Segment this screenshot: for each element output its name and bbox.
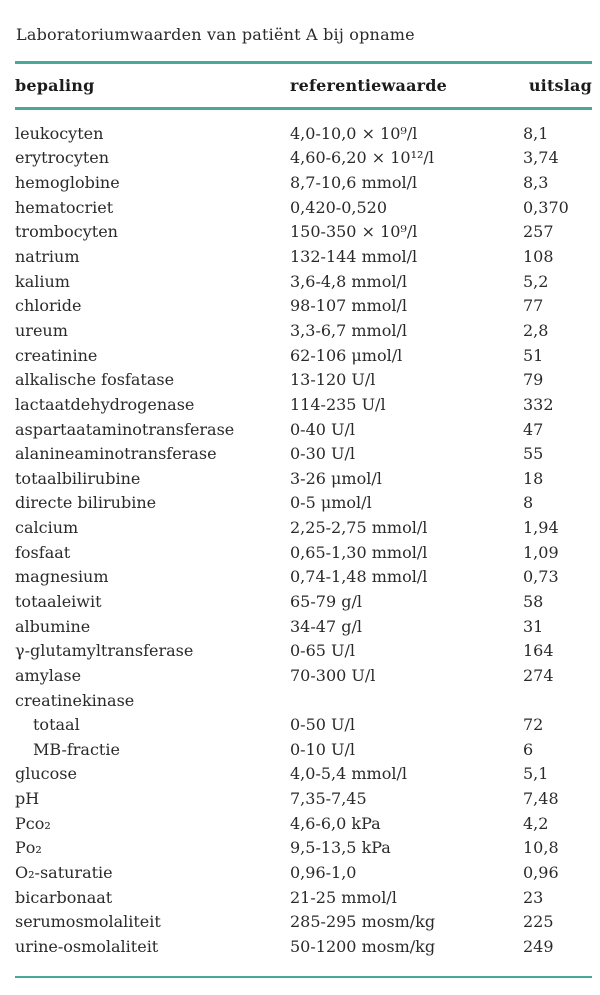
table-row <box>15 811 592 836</box>
reference-range: 70-300 U/l <box>290 665 376 685</box>
reference-range: 8,7-10,6 mmol/l <box>290 173 418 193</box>
test-name: urine-osmolaliteit <box>15 936 159 956</box>
table-row <box>15 392 592 417</box>
test-name: magnesium <box>15 567 109 587</box>
table-row <box>15 491 592 516</box>
test-name: chloride <box>15 296 82 316</box>
reference-range: 0-65 U/l <box>290 641 356 661</box>
reference-range: 0-40 U/l <box>290 419 356 439</box>
test-name: lactaatdehydrogenase <box>15 394 195 414</box>
reference-range: 21-25 mmol/l <box>290 887 397 907</box>
result-value: 55 <box>523 444 544 464</box>
result-value: 7,48 <box>523 789 559 809</box>
table-row <box>15 663 592 688</box>
result-value: 3,74 <box>523 148 559 168</box>
reference-range: 4,60-6,20 × 10¹²/l <box>290 148 434 168</box>
result-value: 18 <box>523 468 544 488</box>
result-value: 249 <box>523 936 554 956</box>
test-name: glucose <box>15 764 77 784</box>
result-value: 8 <box>523 493 534 513</box>
reference-range: 285-295 mosm/kg <box>290 912 436 932</box>
table-row <box>15 343 592 368</box>
test-name: amylase <box>15 665 82 685</box>
reference-range: 62-106 μmol/l <box>290 345 403 365</box>
test-name: totaalbilirubine <box>15 468 141 488</box>
test-name: totaaleiwit <box>15 591 102 611</box>
table-row <box>15 515 592 540</box>
result-value: 0,96 <box>523 863 559 883</box>
test-name: serumosmolaliteit <box>15 912 161 932</box>
table-row <box>15 565 592 590</box>
result-value: 257 <box>523 222 554 242</box>
table-row <box>15 836 592 861</box>
test-name: albumine <box>15 616 91 636</box>
test-name: bicarbonaat <box>15 887 113 907</box>
table-row <box>15 885 592 910</box>
test-name: erytrocyten <box>15 148 110 168</box>
column-header-uitslag: uitslag <box>528 75 592 95</box>
result-value: 2,8 <box>523 320 549 340</box>
reference-range: 132-144 mmol/l <box>290 247 418 267</box>
table-rule-bottom <box>15 976 592 979</box>
result-value: 47 <box>523 419 544 439</box>
result-value: 1,09 <box>523 542 559 562</box>
reference-range: 0-10 U/l <box>290 739 356 759</box>
reference-range: 3,3-6,7 mmol/l <box>290 320 407 340</box>
table-caption: Laboratoriumwaarden van patiënt A bij opname <box>16 25 415 44</box>
reference-range: 3-26 μmol/l <box>290 468 382 488</box>
table-row <box>15 293 592 318</box>
table-header-row <box>15 64 592 108</box>
reference-range: 3,6-4,8 mmol/l <box>290 271 407 291</box>
result-value: 0,370 <box>523 197 569 217</box>
lab-values-table <box>15 61 592 978</box>
test-name: γ-glutamyltransferase <box>15 641 194 661</box>
result-value: 10,8 <box>523 838 559 858</box>
result-value: 72 <box>523 715 544 735</box>
reference-range: 9,5-13,5 kPa <box>290 838 391 858</box>
result-value: 77 <box>523 296 544 316</box>
test-name: ureum <box>15 320 68 340</box>
result-value: 5,2 <box>523 271 549 291</box>
reference-range: 4,6-6,0 kPa <box>290 813 381 833</box>
reference-range: 50-1200 mosm/kg <box>290 936 436 956</box>
table-row <box>15 910 592 935</box>
test-name: Pᴏ₂ <box>15 838 42 858</box>
result-value: 5,1 <box>523 764 549 784</box>
result-value: 225 <box>523 912 554 932</box>
table-row <box>15 466 592 491</box>
reference-range: 7,35-7,45 <box>290 789 367 809</box>
test-name: hemoglobine <box>15 173 120 193</box>
result-value: 332 <box>523 394 554 414</box>
table-row <box>15 269 592 294</box>
result-value: 6 <box>523 739 534 759</box>
test-name: kalium <box>15 271 70 291</box>
reference-range: 98-107 mmol/l <box>290 296 407 316</box>
reference-range: 4,0-10,0 × 10⁹/l <box>290 123 418 143</box>
test-name: directe bilirubine <box>15 493 157 513</box>
table-body <box>15 110 592 976</box>
table-row <box>15 762 592 787</box>
reference-range: 65-79 g/l <box>290 591 362 611</box>
table-row <box>15 860 592 885</box>
table-row <box>15 786 592 811</box>
test-name: fosfaat <box>15 542 71 562</box>
test-name: natrium <box>15 247 80 267</box>
table-row <box>15 589 592 614</box>
table-row <box>15 220 592 245</box>
test-name: creatinekinase <box>15 690 135 710</box>
result-value: 164 <box>523 641 554 661</box>
result-value: 51 <box>523 345 544 365</box>
reference-range: 0,420-0,520 <box>290 197 388 217</box>
reference-range: 0,74-1,48 mmol/l <box>290 567 428 587</box>
test-name: hematocriet <box>15 197 114 217</box>
table-row <box>15 318 592 343</box>
table-row <box>15 367 592 392</box>
result-value: 8,1 <box>523 123 549 143</box>
result-value: 31 <box>523 616 544 636</box>
test-name: Pᴄᴏ₂ <box>15 813 51 833</box>
test-name: alkalische fosfatase <box>15 370 175 390</box>
table-row <box>15 688 592 713</box>
reference-range: 0,96-1,0 <box>290 863 357 883</box>
test-name: trombocyten <box>15 222 118 242</box>
column-header-bepaling: bepaling <box>15 75 95 95</box>
test-name: aspartaataminotransferase <box>15 419 235 439</box>
reference-range: 0,65-1,30 mmol/l <box>290 542 428 562</box>
result-value: 79 <box>523 370 544 390</box>
result-value: 0,73 <box>523 567 559 587</box>
table-row <box>15 441 592 466</box>
result-value: 108 <box>523 247 554 267</box>
reference-range: 34-47 g/l <box>290 616 362 636</box>
test-name: alanineaminotransferase <box>15 444 217 464</box>
result-value: 4,2 <box>523 813 549 833</box>
table-row <box>15 614 592 639</box>
table-row <box>15 737 592 762</box>
table-row <box>15 540 592 565</box>
table-row <box>15 146 592 171</box>
table-row <box>15 170 592 195</box>
test-name: leukocyten <box>15 123 104 143</box>
test-name: calcium <box>15 518 79 538</box>
test-name: MB-fractie <box>33 739 120 759</box>
result-value: 23 <box>523 887 544 907</box>
table-row <box>15 934 592 959</box>
result-value: 1,94 <box>523 518 559 538</box>
reference-range: 13-120 U/l <box>290 370 376 390</box>
reference-range: 4,0-5,4 mmol/l <box>290 764 407 784</box>
reference-range: 114-235 U/l <box>290 394 386 414</box>
column-header-referentiewaarde: referentiewaarde <box>290 75 448 95</box>
result-value: 8,3 <box>523 173 549 193</box>
result-value: 274 <box>523 665 554 685</box>
table-row <box>15 121 592 146</box>
reference-range: 2,25-2,75 mmol/l <box>290 518 428 538</box>
reference-range: 0-50 U/l <box>290 715 356 735</box>
test-name: pH <box>15 789 40 809</box>
result-value: 58 <box>523 591 544 611</box>
test-name: O₂-saturatie <box>15 863 113 883</box>
table-row <box>15 244 592 269</box>
table-row <box>15 712 592 737</box>
table-row <box>15 417 592 442</box>
test-name: totaal <box>33 715 80 735</box>
reference-range: 0-5 μmol/l <box>290 493 372 513</box>
table-row <box>15 195 592 220</box>
test-name: creatinine <box>15 345 98 365</box>
reference-range: 0-30 U/l <box>290 444 356 464</box>
table-row <box>15 638 592 663</box>
reference-range: 150-350 × 10⁹/l <box>290 222 418 242</box>
